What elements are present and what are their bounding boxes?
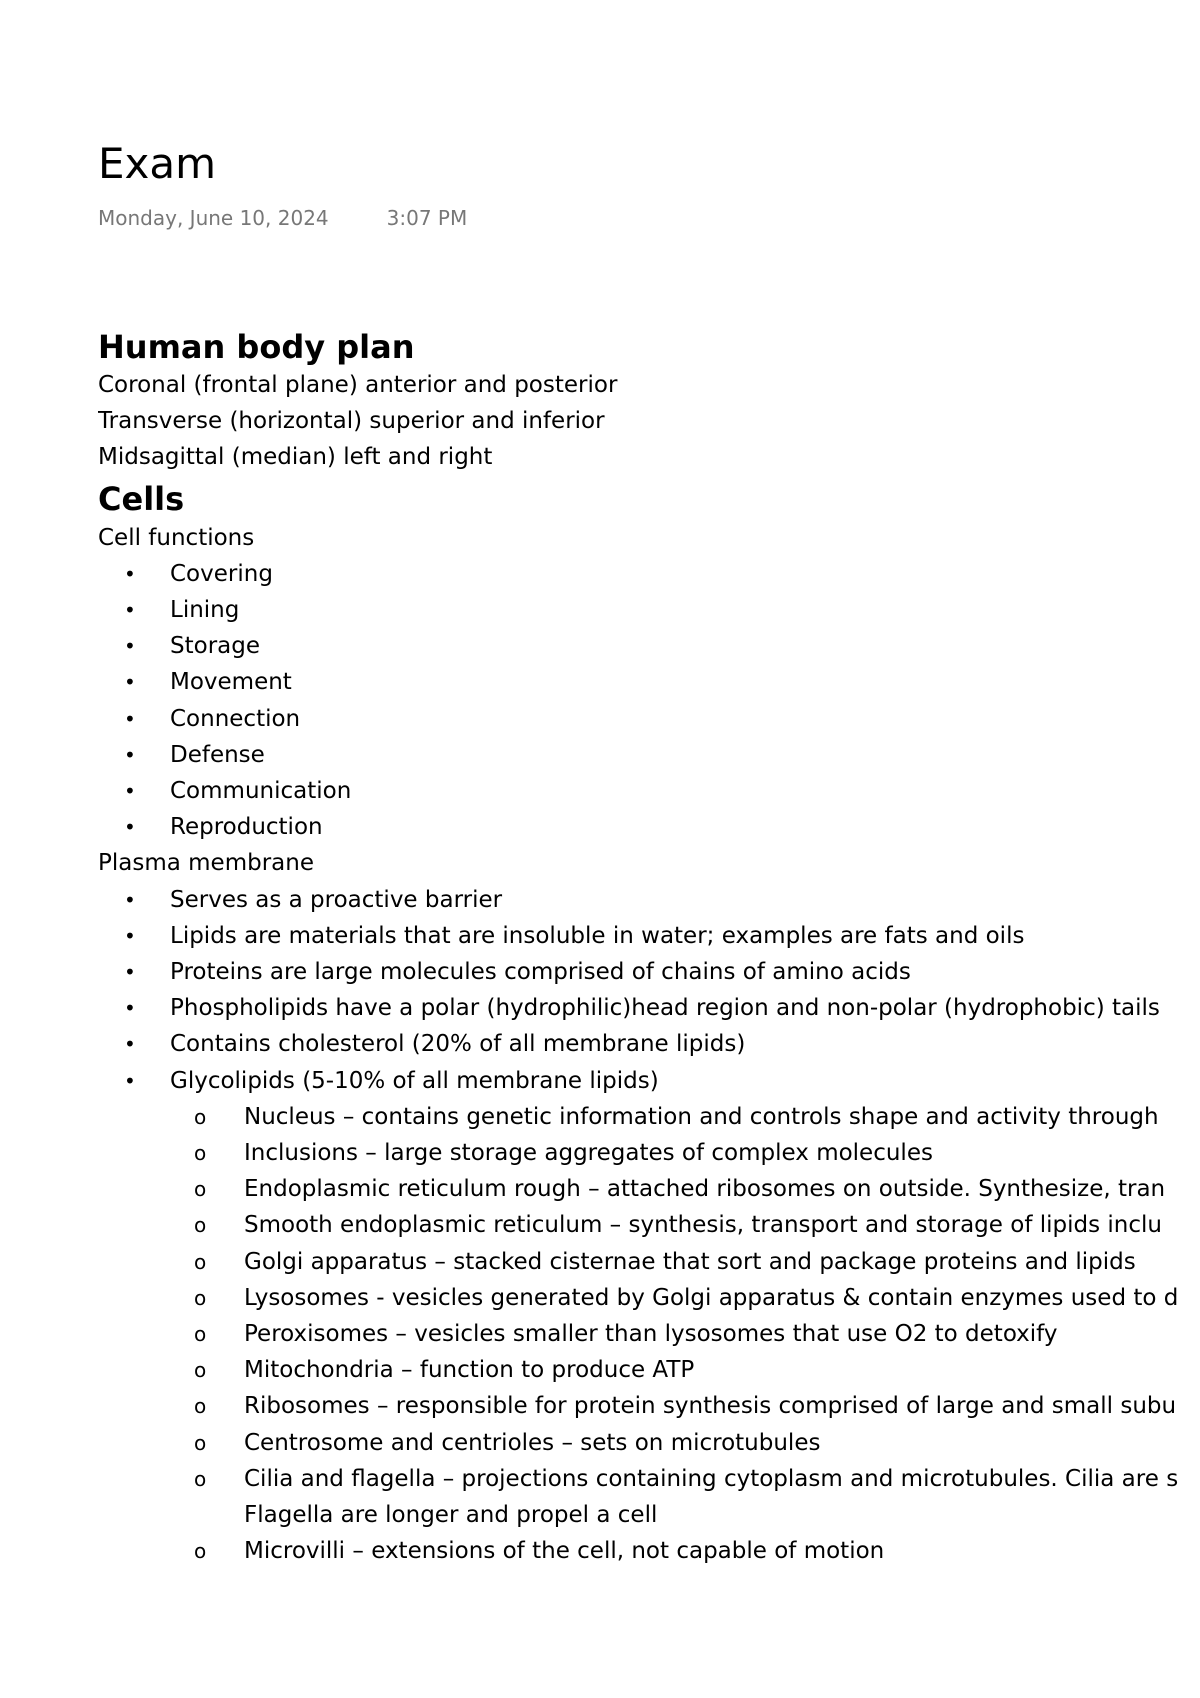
sub-bullet-marker: o: [194, 1285, 207, 1310]
body-plan-line: Coronal (frontal plane) anterior and posterior: [98, 372, 618, 398]
list-item: [98, 664, 1200, 700]
bullet-marker: •: [124, 706, 136, 731]
list-item: [98, 701, 1200, 737]
list-item-text: Lysosomes - vesicles generated by Golgi apparatus & contain enzymes used to d: [244, 1284, 1179, 1311]
cell-functions-list: [98, 556, 1200, 846]
list-item-text: Smooth endoplasmic reticulum – synthesis, transport and storage of lipids inclu: [244, 1212, 1162, 1239]
plasma-membrane-list: [98, 882, 1200, 1099]
list-item: [98, 773, 1200, 809]
list-item: [98, 1316, 1200, 1352]
list-item-text: Golgi apparatus – stacked cisternae that sort and package proteins and lipids: [244, 1248, 1136, 1275]
sub-bullet-marker: o: [194, 1177, 207, 1202]
organelles-list: [98, 1099, 1200, 1570]
sub-bullet-marker: o: [194, 1539, 207, 1564]
note-time: 3:07 PM: [386, 206, 468, 230]
plasma-membrane-label: Plasma membrane: [98, 850, 314, 877]
list-item: [98, 1244, 1200, 1280]
list-item-text: Contains cholesterol (20% of all membrane lipids): [170, 1031, 746, 1058]
page-title: Exam: [98, 139, 217, 188]
sub-bullet-marker: o: [194, 1466, 207, 1491]
bullet-marker: •: [124, 670, 136, 695]
list-item-text: Peroxisomes – vesicles smaller than lysosomes that use O2 to detoxify: [244, 1321, 1058, 1347]
list-item-text: Movement: [170, 669, 292, 696]
bullet-marker: •: [124, 597, 136, 622]
list-item: [98, 1026, 1200, 1062]
list-item: [98, 1388, 1200, 1424]
section-heading-cells: Cells: [98, 479, 185, 518]
bullet-marker: •: [124, 742, 136, 767]
note-timestamp: [98, 206, 467, 230]
list-item-text: Nucleus – contains genetic information and controls shape and activity through: [244, 1103, 1159, 1130]
list-item-text: Connection: [170, 705, 301, 732]
list-item-text: Microvilli – extensions of the cell, not capable of motion: [244, 1538, 885, 1565]
list-item: [98, 737, 1200, 773]
list-item: [98, 809, 1200, 845]
list-item-text: Lining: [170, 596, 240, 623]
sub-bullet-marker: o: [194, 1394, 207, 1419]
list-item-text: Centrosome and centrioles – sets on microtubules: [244, 1429, 821, 1456]
section-heading-body-plan: Human body plan: [98, 328, 415, 366]
bullet-marker: •: [124, 561, 136, 586]
list-item: [98, 1135, 1200, 1171]
list-item: [98, 556, 1200, 592]
list-item-text: Reproduction: [170, 814, 323, 841]
body-plan-line: Transverse (horizontal) superior and inferior: [98, 408, 605, 435]
list-item: [98, 592, 1200, 628]
body-plan-line: Midsagittal (median) left and right: [98, 444, 493, 471]
list-item: [98, 990, 1200, 1026]
list-item-text: Proteins are large molecules comprised of chains of amino acids: [170, 958, 911, 985]
list-item-text: Storage: [170, 633, 260, 660]
sub-bullet-marker: o: [194, 1104, 207, 1129]
sub-bullet-marker: o: [194, 1430, 207, 1455]
list-item: [98, 954, 1200, 990]
bullet-marker: •: [124, 923, 136, 948]
bullet-marker: •: [124, 815, 136, 840]
sub-bullet-marker: o: [194, 1322, 207, 1346]
list-item-text: Lipids are materials that are insoluble in water; examples are fats and oils: [170, 922, 1025, 949]
note-page: [98, 0, 1200, 1698]
list-item: [98, 1099, 1200, 1135]
list-item-text: Serves as a proactive barrier: [170, 886, 503, 913]
list-item: [98, 1280, 1200, 1316]
bullet-marker: •: [124, 1068, 136, 1093]
bullet-marker: •: [124, 778, 136, 803]
bullet-marker: •: [124, 887, 136, 912]
list-item: [98, 1063, 1200, 1099]
list-item-text: Defense: [170, 741, 265, 768]
list-item-continuation: Flagella are longer and propel a cell: [244, 1502, 658, 1529]
list-item: [98, 1533, 1200, 1569]
list-item-text: Glycolipids (5-10% of all membrane lipids): [170, 1067, 659, 1094]
list-item-text: Mitochondria – function to produce ATP: [244, 1357, 695, 1384]
list-item: [98, 1425, 1200, 1461]
list-item-text: Covering: [170, 560, 273, 587]
bullet-marker: •: [124, 634, 136, 659]
list-item-text: Endoplasmic reticulum rough – attached ribosomes on outside. Synthesize, tran: [244, 1176, 1166, 1203]
list-item-text: Cilia and flagella – projections containing cytoplasm and microtubules. Cilia are s: [244, 1465, 1179, 1492]
sub-bullet-marker: o: [194, 1140, 207, 1165]
note-body: [98, 327, 1200, 1569]
list-item: [98, 628, 1200, 664]
list-item-text: Ribosomes – responsible for protein synthesis comprised of large and small subu: [244, 1393, 1177, 1420]
list-item: [98, 1352, 1200, 1388]
cell-functions-label: Cell functions: [98, 524, 255, 551]
list-item-text: Phospholipids have a polar (hydrophilic)head region and non-polar (hydrophobic) tails: [170, 995, 1160, 1022]
sub-bullet-marker: o: [194, 1358, 207, 1383]
list-item: [98, 918, 1200, 954]
note-date: Monday, June 10, 2024: [98, 206, 329, 230]
list-item: [98, 882, 1200, 918]
list-item: [98, 1171, 1200, 1207]
list-item: [98, 1207, 1200, 1243]
sub-bullet-marker: o: [194, 1213, 207, 1238]
bullet-marker: •: [124, 959, 136, 984]
list-item-text: Communication: [170, 777, 352, 804]
sub-bullet-marker: o: [194, 1249, 207, 1274]
list-item: [98, 1461, 1200, 1533]
bullet-marker: •: [124, 996, 136, 1021]
list-item-text: Inclusions – large storage aggregates of complex molecules: [244, 1139, 933, 1166]
bullet-marker: •: [124, 1032, 136, 1057]
